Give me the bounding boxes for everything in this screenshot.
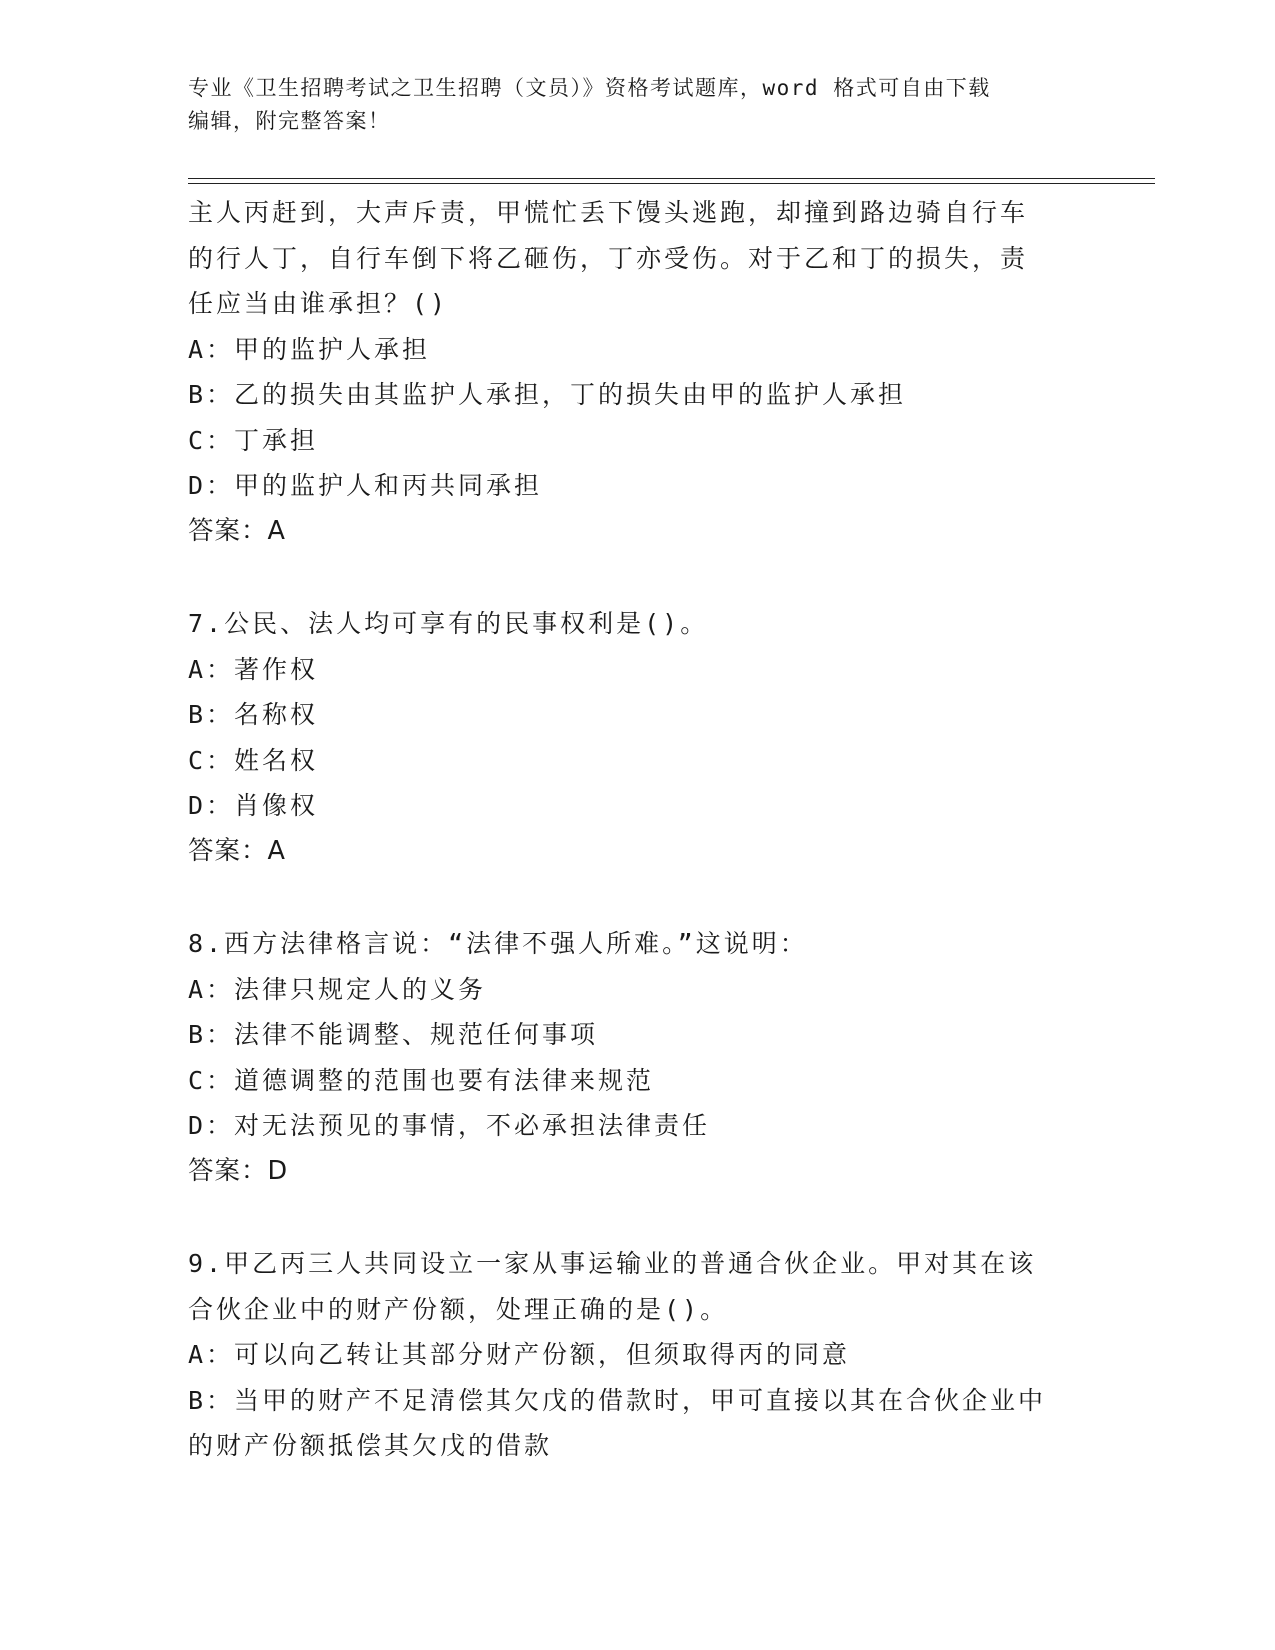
question-7-option-c: C：姓名权 [188,745,319,775]
question-8-option-b: B：法律不能调整、规范任何事项 [188,1020,599,1049]
header-divider-bottom [188,183,1155,184]
question-7-stem: 7.公民、法人均可享有的民事权利是()。 [188,609,709,638]
header-line-1: 专业《卫生招聘考试之卫生招聘（文员）》资格考试题库，word 格式可自由下载 [188,76,991,100]
header-divider-top [188,178,1155,179]
question-6-option-a: A：甲的监护人承担 [188,334,431,364]
question-9-option-a: A：可以向乙转让其部分财产份额，但须取得丙的同意 [188,1340,851,1369]
question-6-answer: 答案：A [188,515,286,546]
question-9-stem-line-2: 合伙企业中的财产份额，处理正确的是()。 [188,1294,729,1324]
question-7-option-d: D：肖像权 [188,791,319,820]
question-7-option-b: B：名称权 [188,700,319,729]
header-line-2: 编辑，附完整答案！ [188,109,391,133]
question-8-option-c: C：道德调整的范围也要有法律来规范 [188,1065,655,1095]
question-7 [188,601,1088,874]
question-8-option-a: A：法律只规定人的义务 [188,974,487,1004]
question-6-option-c: C：丁承担 [188,425,319,455]
question-8 [188,921,1088,1194]
question-9 [188,1241,1088,1469]
question-9-option-b-line-2: 的财产份额抵偿其欠戊的借款 [188,1431,553,1460]
question-6-stem-line-3: 任应当由谁承担？() [188,289,449,318]
document-header [188,72,1068,138]
question-6-stem-line-1: 主人丙赶到，大声斥责，甲慌忙丢下馒头逃跑，却撞到路边骑自行车 [188,198,1029,227]
question-6-stem-line-2: 的行人丁，自行车倒下将乙砸伤，丁亦受伤。对于乙和丁的损失，责 [188,243,1029,273]
question-6 [188,190,1088,554]
question-9-option-b-line-1: B：当甲的财产不足清偿其欠戊的借款时，甲可直接以其在合伙企业中 [188,1385,1047,1415]
question-6-option-b: B：乙的损失由其监护人承担，丁的损失由甲的监护人承担 [188,380,907,409]
question-6-option-d: D：甲的监护人和丙共同承担 [188,471,543,500]
question-8-option-d: D：对无法预见的事情，不必承担法律责任 [188,1111,711,1140]
question-7-answer: 答案：A [188,835,286,866]
spacer [188,1194,1088,1241]
spacer [188,554,1088,601]
question-content [188,190,1088,1469]
question-9-stem-line-1: 9.甲乙丙三人共同设立一家从事运输业的普通合伙企业。甲对其在该 [188,1249,1037,1278]
question-8-answer: 答案：D [188,1155,289,1186]
question-8-stem: 8.西方法律格言说：“法律不强人所难。”这说明： [188,929,808,958]
question-7-option-a: A：著作权 [188,654,319,684]
spacer [188,874,1088,921]
